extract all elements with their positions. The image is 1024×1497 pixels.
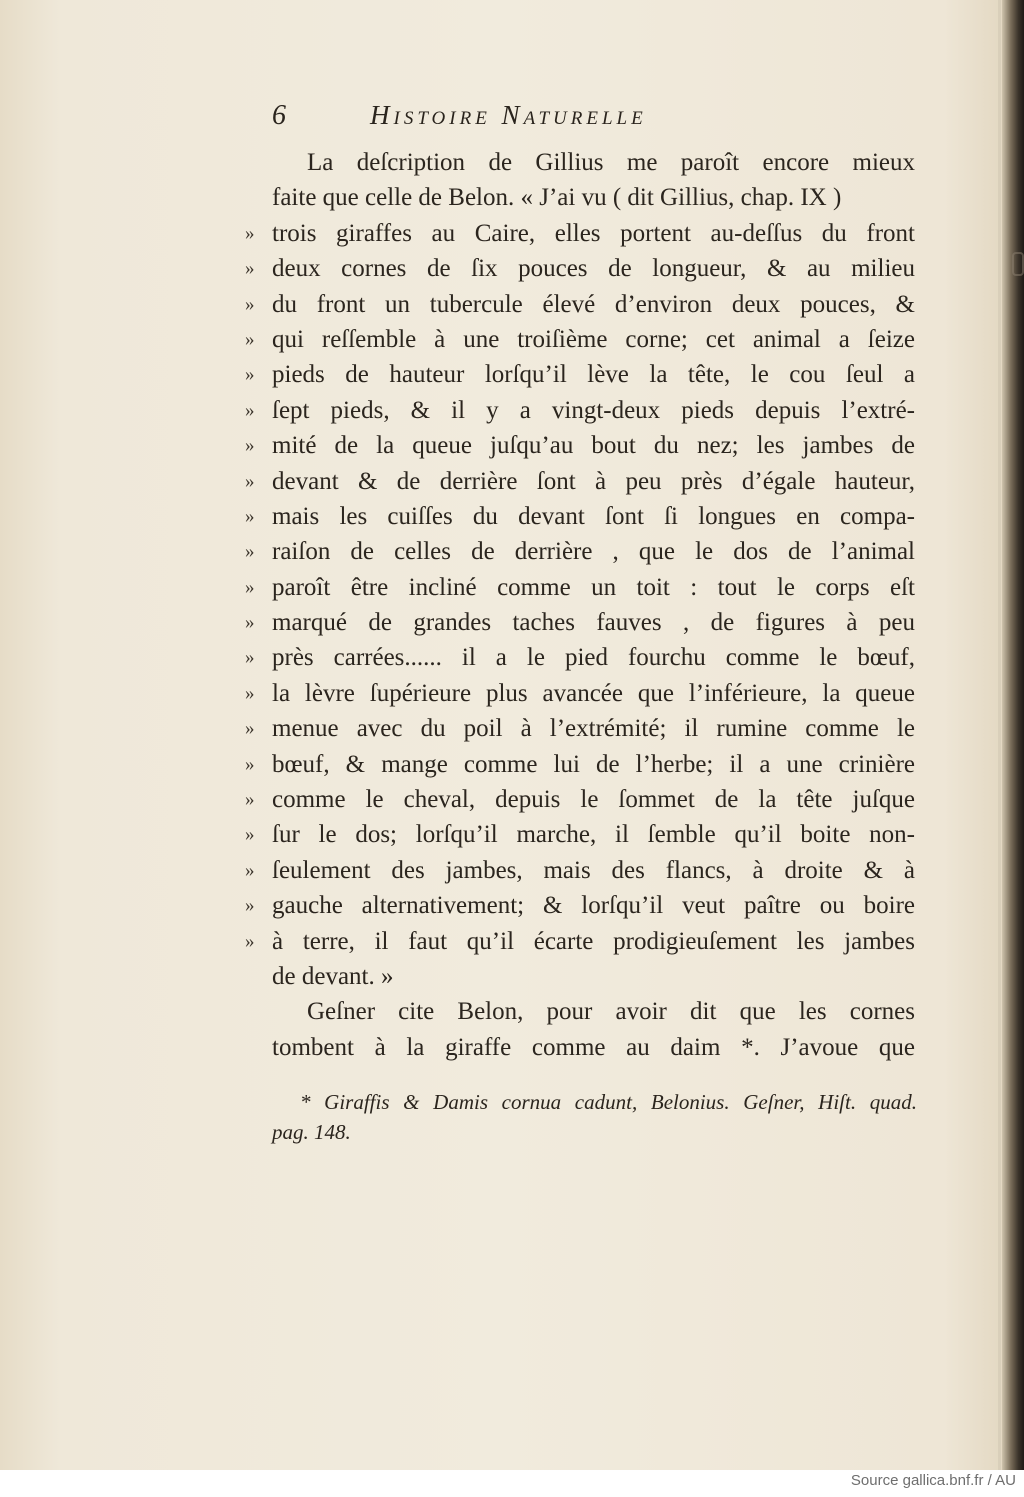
quote-mark: » [245,435,255,457]
quote-mark: » [245,859,255,881]
text-line [245,924,915,959]
source-credit: Source gallica.bnf.fr / AU [850,1472,1016,1489]
text-line [245,357,915,392]
quote-mark: » [245,399,255,421]
text-line [245,782,915,817]
line-text: tombent à la giraffe comme au daim *. J’avoue que [272,1033,915,1061]
line-text: mais les cuiſſes du devant ſont ſi longues en compa- [272,502,915,530]
text-line [245,393,915,428]
line-text: paroît être incliné comme un toit : tout le corps eſt [272,573,915,601]
text-line [245,287,915,322]
page-edge [998,0,1001,1470]
text-line [245,888,915,923]
footnote-line: pag. 148. [272,1120,351,1144]
text-line [245,640,915,675]
footnote-line: * Giraffis & Damis cornua cadunt, Belonius. Geſner, Hiſt. quad. [300,1090,917,1114]
line-text: qui reſſemble à une troiſième corne; cet animal a ſeize [272,325,915,353]
line-text: raiſon de celles de derrière , que le dos de l’animal [272,538,915,566]
quote-mark: » [245,364,255,386]
text-line [245,145,915,180]
quote-mark: » [245,789,255,811]
text-line [245,817,915,852]
text-line [245,605,915,640]
text-line [245,499,915,534]
quote-mark: » [245,470,255,492]
text-line [245,570,915,605]
quote-mark: » [245,505,255,527]
quote-mark: » [245,541,255,563]
quote-mark: » [245,682,255,704]
line-text: faite que celle de Belon. « J’ai vu ( dit Gillius, chap. IX ) [272,184,842,212]
line-text: trois giraffes au Caire, elles portent au-deſſus du front [272,219,915,247]
quote-mark: » [245,576,255,598]
line-text: ſept pieds, & il y a vingt-deux pieds depuis l’extré- [272,396,915,424]
text-line [245,428,915,463]
quote-mark: » [245,222,255,244]
page-number: 6 [272,100,286,131]
quote-mark: » [245,612,255,634]
line-text: pieds de hauteur lorſqu’il lève la tête, le cou ſeul a [272,361,915,389]
line-text: ſeulement des jambes, mais des flancs, à droite & à [272,856,915,884]
line-text: à terre, il faut qu’il écarte prodigieuſement les jambes [272,927,915,955]
quote-mark: » [245,718,255,740]
line-text: mité de la queue juſqu’au bout du nez; les jambes de [272,432,915,460]
text-line [245,534,915,569]
text-line [245,747,915,782]
bleed-through-mark [1012,252,1024,276]
text-line [245,1030,915,1065]
running-title: Histoire Naturelle [370,100,647,130]
text-line [245,676,915,711]
text-line [245,959,915,994]
quote-mark: » [245,258,255,280]
quote-mark: » [245,328,255,350]
text-line [245,711,915,746]
text-line [245,994,915,1029]
body-text [245,145,915,1065]
quote-mark: » [245,647,255,669]
quote-mark: » [245,293,255,315]
line-text: de devant. » [272,962,394,990]
line-text: la lèvre ſupérieure plus avancée que l’inférieure, la queue [272,679,915,707]
footnote [272,1087,917,1147]
text-line [245,216,915,251]
quote-mark: » [245,753,255,775]
line-text: La deſcription de Gillius me paroît encore mieux [307,149,915,176]
line-text: près carrées...... il a le pied fourchu comme le bœuf, [272,644,915,672]
quote-mark: » [245,895,255,917]
line-text: menue avec du poil à l’extrémité; il rumine comme le [272,715,915,743]
line-text: deux cornes de ſix pouces de longueur, & au milieu [272,255,915,283]
line-text: bœuf, & mange comme lui de l’herbe; il a une crinière [272,750,915,778]
binding-shadow [1002,0,1024,1470]
page-header [272,100,812,140]
quote-mark: » [245,930,255,952]
line-text: Geſner cite Belon, pour avoir dit que les cornes [307,998,915,1026]
line-text: ſur le dos; lorſqu’il marche, il ſemble qu’il boite non- [272,821,915,849]
quote-mark: » [245,824,255,846]
text-line [245,180,915,215]
line-text: du front un tubercule élevé d’environ deux pouces, & [272,290,915,318]
text-line [245,251,915,286]
line-text: gauche alternativement; & lorſqu’il veut paître ou boire [272,892,915,920]
line-text: marqué de grandes taches fauves , de figures à peu [272,609,915,637]
line-text: comme le cheval, depuis le ſommet de la tête juſque [272,786,915,814]
text-line [245,464,915,499]
line-text: devant & de derrière ſont à peu près d’égale hauteur, [272,467,915,495]
text-line [245,322,915,357]
text-line [245,853,915,888]
